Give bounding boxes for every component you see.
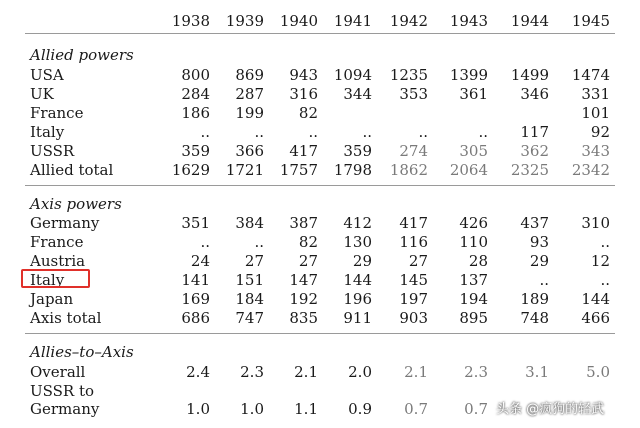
table-cell: 2064 bbox=[449, 161, 488, 179]
table-cell: 943 bbox=[289, 66, 318, 84]
row-label: USSR to bbox=[30, 382, 95, 400]
table-cell: 27 bbox=[298, 252, 318, 270]
table-cell: 137 bbox=[459, 271, 488, 289]
table-cell: 353 bbox=[399, 85, 428, 103]
table-cell: 1399 bbox=[449, 66, 488, 84]
table-cell: 27 bbox=[244, 252, 264, 270]
table-cell: .. bbox=[539, 271, 549, 289]
table-cell: .. bbox=[308, 123, 318, 141]
table-cell: 1798 bbox=[333, 161, 372, 179]
table-cell: 101 bbox=[581, 104, 610, 122]
table-cell: 1757 bbox=[279, 161, 318, 179]
table-cell: 343 bbox=[581, 142, 610, 160]
table-cell: 197 bbox=[399, 290, 428, 308]
table-row bbox=[0, 233, 640, 252]
table-cell: 1862 bbox=[389, 161, 428, 179]
table-cell: .. bbox=[478, 123, 488, 141]
header-row bbox=[0, 12, 640, 31]
table-cell: 869 bbox=[235, 66, 264, 84]
table-cell: 310 bbox=[581, 214, 610, 232]
table-cell: .. bbox=[200, 233, 210, 251]
table-cell: 316 bbox=[289, 85, 318, 103]
table-cell: 192 bbox=[289, 290, 318, 308]
table-cell: .. bbox=[362, 123, 372, 141]
table-cell: 0.9 bbox=[348, 400, 372, 418]
table-cell: 141 bbox=[181, 271, 210, 289]
table-cell: 196 bbox=[343, 290, 372, 308]
table-cell: 903 bbox=[399, 309, 428, 327]
table-cell: 1474 bbox=[571, 66, 610, 84]
table-row bbox=[0, 363, 640, 382]
year-header: 1940 bbox=[279, 12, 318, 30]
table-row bbox=[0, 214, 640, 233]
table-cell: .. bbox=[254, 233, 264, 251]
table-cell: 387 bbox=[289, 214, 318, 232]
table-cell: 186 bbox=[181, 104, 210, 122]
table-row bbox=[0, 123, 640, 142]
table-cell: 1629 bbox=[171, 161, 210, 179]
year-header: 1945 bbox=[571, 12, 610, 30]
year-header: 1944 bbox=[510, 12, 549, 30]
table-cell: 911 bbox=[343, 309, 372, 327]
table-cell: 686 bbox=[181, 309, 210, 327]
table-cell: 194 bbox=[459, 290, 488, 308]
table-cell: 3.1 bbox=[525, 363, 549, 381]
row-label: USSR bbox=[30, 142, 75, 160]
table-cell: 835 bbox=[289, 309, 318, 327]
table-cell: 1235 bbox=[389, 66, 428, 84]
row-label: Italy bbox=[30, 123, 65, 141]
table-cell: 346 bbox=[520, 85, 549, 103]
table-cell: 417 bbox=[399, 214, 428, 232]
table-cell: 2.4 bbox=[186, 363, 210, 381]
header-rule bbox=[25, 33, 615, 34]
table-cell: 747 bbox=[235, 309, 264, 327]
section-axis: Axis powers bbox=[30, 195, 122, 213]
table-cell: 2325 bbox=[510, 161, 549, 179]
table-cell: .. bbox=[254, 123, 264, 141]
table-cell: 437 bbox=[520, 214, 549, 232]
table-cell: 147 bbox=[289, 271, 318, 289]
table-cell: 359 bbox=[343, 142, 372, 160]
section-rule bbox=[25, 333, 615, 334]
row-label: Germany bbox=[30, 214, 100, 232]
table-row bbox=[0, 271, 640, 290]
table-cell: 145 bbox=[399, 271, 428, 289]
table-cell: 82 bbox=[298, 104, 318, 122]
table-cell: 466 bbox=[581, 309, 610, 327]
section-heading bbox=[0, 343, 640, 362]
table-cell: 800 bbox=[181, 66, 210, 84]
table-cell: 1.1 bbox=[294, 400, 318, 418]
table-cell: .. bbox=[418, 123, 428, 141]
table-row bbox=[0, 85, 640, 104]
row-label: UK bbox=[30, 85, 54, 103]
table-cell: .. bbox=[200, 123, 210, 141]
table-cell: 344 bbox=[343, 85, 372, 103]
year-header: 1939 bbox=[225, 12, 264, 30]
year-header: 1942 bbox=[389, 12, 428, 30]
table-cell: 412 bbox=[343, 214, 372, 232]
table-cell: 130 bbox=[343, 233, 372, 251]
italy-highlight-box bbox=[21, 269, 90, 288]
row-label: France bbox=[30, 233, 84, 251]
table-cell: 169 bbox=[181, 290, 210, 308]
table-cell: 144 bbox=[343, 271, 372, 289]
table-cell: 1499 bbox=[510, 66, 549, 84]
table-cell: 28 bbox=[468, 252, 488, 270]
table-cell: 2.3 bbox=[240, 363, 264, 381]
table-cell: 1721 bbox=[225, 161, 264, 179]
table-row bbox=[0, 104, 640, 123]
table-cell: 144 bbox=[581, 290, 610, 308]
section-rule bbox=[25, 185, 615, 186]
table-row bbox=[0, 66, 640, 85]
table-cell: 82 bbox=[298, 233, 318, 251]
table-cell: 274 bbox=[399, 142, 428, 160]
table-cell: 331 bbox=[581, 85, 610, 103]
row-label: Germany bbox=[30, 400, 100, 418]
table-cell: 151 bbox=[235, 271, 264, 289]
row-label: Axis total bbox=[30, 309, 102, 327]
year-header: 1943 bbox=[449, 12, 488, 30]
table-cell: 24 bbox=[190, 252, 210, 270]
table-cell: 305 bbox=[459, 142, 488, 160]
table-cell: 12 bbox=[590, 252, 610, 270]
section-heading bbox=[0, 195, 640, 214]
table-cell: 2.1 bbox=[294, 363, 318, 381]
table-cell: 93 bbox=[529, 233, 549, 251]
table-cell: 366 bbox=[235, 142, 264, 160]
section-ratio: Allies–to–Axis bbox=[30, 343, 134, 361]
table-cell: 184 bbox=[235, 290, 264, 308]
table-cell: 117 bbox=[520, 123, 549, 141]
table-cell: 2.1 bbox=[404, 363, 428, 381]
table-cell: 417 bbox=[289, 142, 318, 160]
row-label: France bbox=[30, 104, 84, 122]
table-cell: 1.0 bbox=[186, 400, 210, 418]
row-label: Japan bbox=[30, 290, 74, 308]
table-row bbox=[0, 309, 640, 328]
table-cell: .. bbox=[600, 271, 610, 289]
section-allied: Allied powers bbox=[30, 46, 134, 64]
row-label: Allied total bbox=[30, 161, 114, 179]
table-cell: 426 bbox=[459, 214, 488, 232]
table-cell: 199 bbox=[235, 104, 264, 122]
table-cell: 359 bbox=[181, 142, 210, 160]
table-cell: 384 bbox=[235, 214, 264, 232]
table-cell: 27 bbox=[408, 252, 428, 270]
table-cell: 287 bbox=[235, 85, 264, 103]
table-row bbox=[0, 161, 640, 180]
table-cell: 110 bbox=[459, 233, 488, 251]
table-cell: 284 bbox=[181, 85, 210, 103]
table-cell: 1.0 bbox=[240, 400, 264, 418]
row-label: Overall bbox=[30, 363, 86, 381]
table-cell: 1094 bbox=[333, 66, 372, 84]
table-cell: 2342 bbox=[571, 161, 610, 179]
table-cell: 29 bbox=[352, 252, 372, 270]
table-cell: 362 bbox=[520, 142, 549, 160]
table-row bbox=[0, 252, 640, 271]
table-row bbox=[0, 290, 640, 309]
year-header: 1941 bbox=[333, 12, 372, 30]
table-cell: 189 bbox=[520, 290, 549, 308]
table-cell: 748 bbox=[520, 309, 549, 327]
row-label: USA bbox=[30, 66, 64, 84]
table-cell: 92 bbox=[590, 123, 610, 141]
table-cell: 29 bbox=[529, 252, 549, 270]
table-cell: 116 bbox=[399, 233, 428, 251]
table-cell: 0.7 bbox=[464, 400, 488, 418]
row-label: Austria bbox=[30, 252, 86, 270]
table-cell: .. bbox=[600, 233, 610, 251]
table-cell: 361 bbox=[459, 85, 488, 103]
year-header: 1938 bbox=[171, 12, 210, 30]
table-cell: 2.0 bbox=[348, 363, 372, 381]
table-cell: 2.3 bbox=[464, 363, 488, 381]
table-cell: 895 bbox=[459, 309, 488, 327]
table-cell: 5.0 bbox=[586, 363, 610, 381]
table-cell: 351 bbox=[181, 214, 210, 232]
row-label: Italy bbox=[30, 271, 65, 289]
table-cell: 0.7 bbox=[404, 400, 428, 418]
section-heading bbox=[0, 46, 640, 65]
table-row bbox=[0, 142, 640, 161]
watermark: 头条 @疯狗的轻武 bbox=[496, 402, 605, 417]
